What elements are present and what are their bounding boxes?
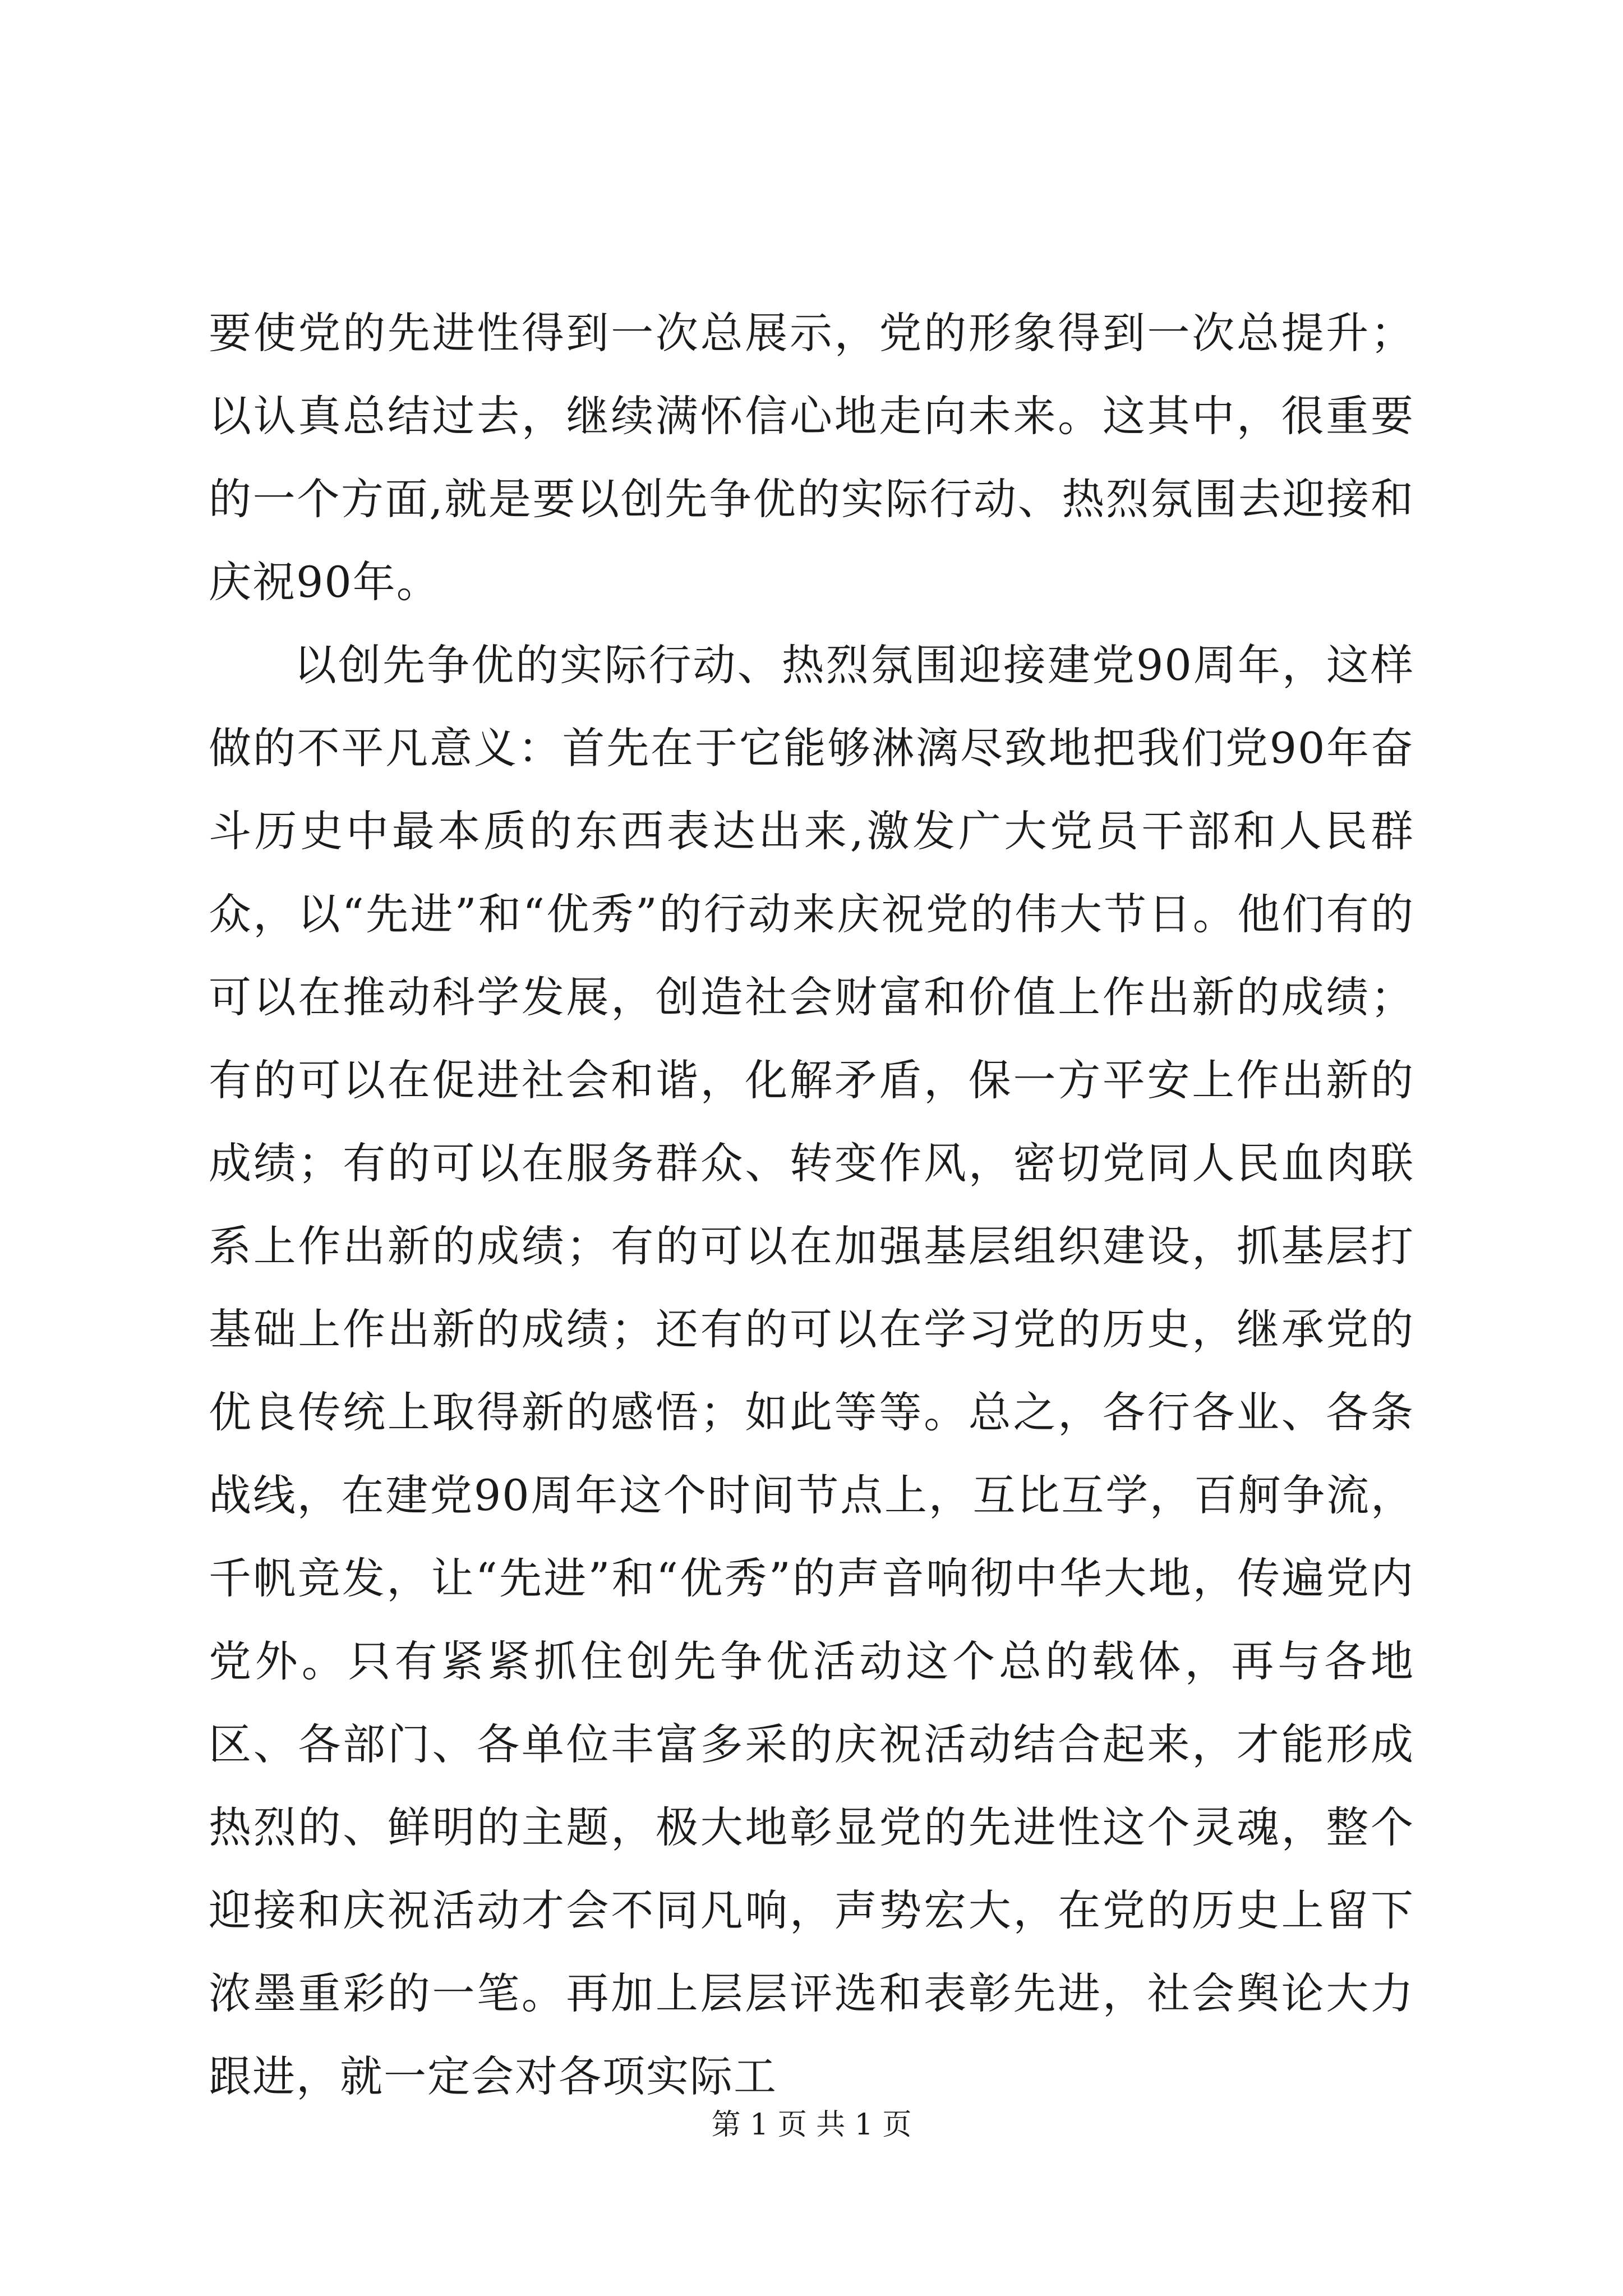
document-body (209, 292, 1414, 2118)
paragraph-2: 以创先争优的实际行动、热烈氛围迎接建党90周年，这样做的不平凡意义：首先在于它能够淋漓尽致地把我们党90年奋斗历史中最本质的东西表达出来,激发广大党员干部和人民群众，以“先进”和“优秀”的行动来庆祝党的伟大节日。他们有的可以在推动科学发展，创造社会财富和价值上作出新的成绩；有的可以在促进社会和谐，化解矛盾，保一方平安上作出新的成绩；有的可以在服务群众、转变作风，密切党同人民血肉联系上作出新的成绩；有的可以在加强基层组织建设，抓基层打基础上作出新的成绩；还有的可以在学习党的历史，继承党的优良传统上取得新的感悟；如此等等。总之，各行各业、各条战线，在建党90周年这个时间节点上，互比互学，百舸争流，千帆竞发，让“先进”和“优秀”的声音响彻中华大地，传遍党内党外。只有紧紧抓住创先争优活动这个总的载体，再与各地区、各部门、各单位丰富多采的庆祝活动结合起来，才能形成热烈的、鲜明的主题，极大地彰显党的先进性这个灵魂，整个迎接和庆祝活动才会不同凡响，声势宏大，在党的历史上留下浓墨重彩的一笔。再加上层层评选和表彰先进，社会舆论大力跟进，就一定会对各项实际工 (209, 640, 1414, 2101)
paragraph-1: 要使党的先进性得到一次总展示，党的形象得到一次总提升；以认真总结过去，继续满怀信心地走向未来。这其中，很重要的一个方面,就是要以创先争优的实际行动、热烈氛围去迎接和庆祝90年。 (209, 308, 1414, 607)
page-footer: 第 1 页 共 1 页 (711, 2108, 912, 2142)
